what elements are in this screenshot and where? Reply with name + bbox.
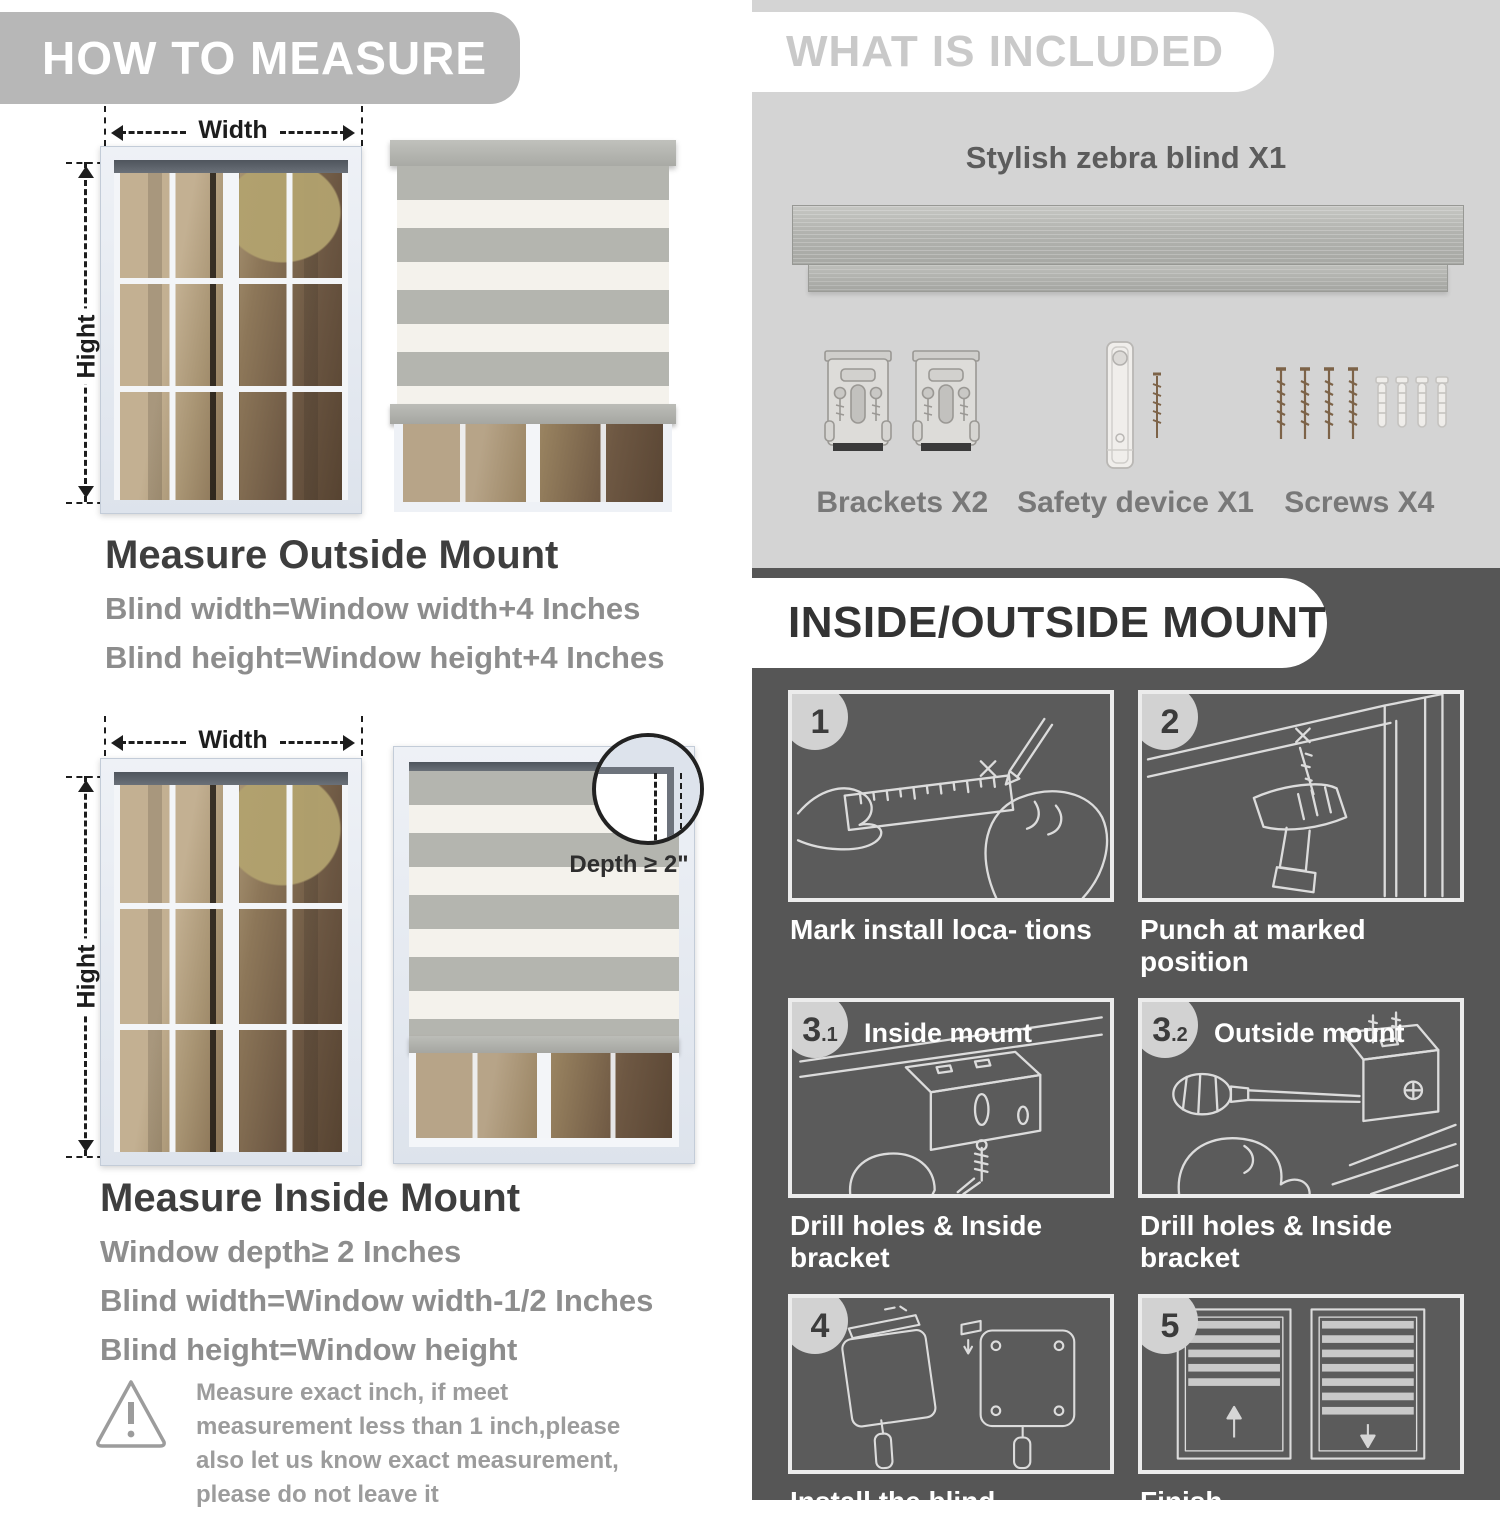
width-arrow bbox=[103, 728, 363, 757]
right-panel bbox=[752, 0, 1500, 1517]
mount-guide-title: INSIDE/OUTSIDE MOUNT bbox=[788, 598, 1327, 647]
window-top-shadow bbox=[114, 160, 348, 173]
step-number-badge: 1 bbox=[788, 690, 848, 750]
window-illustration bbox=[100, 758, 362, 1166]
outside-mount-figure bbox=[58, 118, 718, 518]
step-3-2 bbox=[1138, 998, 1464, 1294]
step-4 bbox=[788, 1294, 1114, 1538]
included-items-row bbox=[788, 338, 1464, 520]
step-number-badge: 5 bbox=[1138, 1294, 1198, 1354]
how-to-measure-title: HOW TO MEASURE bbox=[42, 32, 488, 84]
step-2 bbox=[1138, 690, 1464, 998]
outside-rule-width: Blind width=Window width+4 Inches bbox=[105, 591, 641, 626]
mount-guide-header bbox=[752, 578, 1327, 668]
brackets-label: Brackets X2 bbox=[816, 486, 989, 519]
outside-mount-heading: Measure Outside Mount bbox=[105, 533, 559, 577]
window-peek bbox=[394, 424, 672, 512]
step-3-1-title: Inside mount bbox=[864, 1018, 1032, 1048]
product-title: Stylish zebra blind X1 bbox=[965, 140, 1287, 175]
step-1 bbox=[788, 690, 1114, 998]
step-number-badge: 4 bbox=[788, 1294, 848, 1354]
outside-mount-text bbox=[105, 533, 725, 676]
step-4-caption: Install the blind bbox=[790, 1486, 996, 1517]
height-label: Hight bbox=[68, 309, 105, 385]
step-1-caption: Mark install loca- tions bbox=[790, 914, 1092, 945]
screws-label: Screws X4 bbox=[1284, 486, 1435, 519]
measure-warning bbox=[92, 1376, 672, 1512]
width-arrow bbox=[103, 118, 363, 147]
what-is-included-section bbox=[752, 0, 1500, 568]
arrow-up-icon bbox=[78, 158, 94, 178]
step-number-badge: 2 bbox=[1138, 690, 1198, 750]
step-3-1-panel bbox=[788, 998, 1114, 1198]
screws-icon bbox=[1264, 338, 1454, 474]
depth-detail-circle bbox=[592, 733, 704, 845]
what-is-included-title: WHAT IS INCLUDED bbox=[786, 27, 1225, 76]
width-label: Width bbox=[198, 116, 268, 144]
window-photo bbox=[114, 173, 348, 500]
included-item-safety-device bbox=[1017, 338, 1255, 520]
depth-label: Depth ≥ 2" bbox=[569, 851, 689, 878]
step-number-badge: 3 .2 bbox=[1138, 998, 1198, 1058]
included-item-screws bbox=[1255, 338, 1464, 520]
height-label: Hight bbox=[68, 939, 105, 1015]
step-5-caption: Finish bbox=[1140, 1486, 1223, 1517]
mount-steps-grid bbox=[788, 690, 1464, 1538]
warning-triangle-icon bbox=[92, 1376, 170, 1450]
mount-guide-section bbox=[752, 568, 1500, 1517]
inside-mount-text bbox=[100, 1176, 740, 1368]
width-label: Width bbox=[198, 726, 268, 754]
outside-blind-illustration bbox=[390, 140, 676, 512]
inside-mount-heading: Measure Inside Mount bbox=[100, 1176, 521, 1220]
zebra-stripes bbox=[397, 166, 669, 404]
inside-rule-width: Blind width=Window width-1/2 Inches bbox=[100, 1283, 654, 1318]
blind-bottom-rail bbox=[390, 404, 676, 424]
zebra-blind-headrail-lip bbox=[808, 265, 1448, 292]
outside-rule-height: Blind height=Window height+4 Inches bbox=[105, 640, 665, 675]
step-2-caption: Punch at marked position bbox=[1140, 914, 1366, 977]
step-5-panel bbox=[1138, 1294, 1464, 1474]
window-peek bbox=[409, 1053, 679, 1147]
blind-bottom-rail bbox=[409, 1036, 679, 1053]
what-is-included-header bbox=[752, 12, 1274, 92]
step-1-panel bbox=[788, 690, 1114, 902]
arrow-up-icon bbox=[78, 772, 94, 792]
how-to-measure-header bbox=[0, 12, 520, 104]
inside-rule-height: Blind height=Window height bbox=[100, 1332, 518, 1367]
zebra-blind-headrail-image bbox=[792, 205, 1464, 265]
inside-mount-figure bbox=[58, 728, 738, 1168]
blind-headrail bbox=[390, 140, 676, 166]
inside-blind-illustration bbox=[393, 746, 695, 1164]
warning-text: Measure exact inch, if meet measurement less than 1 inch,please also let us know exact measurement, please do not leave it bbox=[196, 1379, 621, 1509]
bracket-icon bbox=[817, 338, 987, 474]
step-3-1-caption: Drill holes & Inside bracket bbox=[790, 1210, 1043, 1273]
step-3-2-caption: Drill holes & Inside bracket bbox=[1140, 1210, 1393, 1273]
inside-rule-depth: Window depth≥ 2 Inches bbox=[100, 1234, 462, 1269]
step-4-panel bbox=[788, 1294, 1114, 1474]
safety-device-icon bbox=[1081, 338, 1191, 474]
included-item-brackets bbox=[788, 338, 1017, 520]
step-3-1 bbox=[788, 998, 1114, 1294]
step-3-2-panel bbox=[1138, 998, 1464, 1198]
how-to-measure-panel bbox=[0, 0, 752, 1509]
window-illustration bbox=[100, 146, 362, 514]
step-2-panel bbox=[1138, 690, 1464, 902]
step-5 bbox=[1138, 1294, 1464, 1538]
safety-device-label: Safety device X1 bbox=[1017, 486, 1254, 519]
step-3-2-title: Outside mount bbox=[1214, 1018, 1405, 1048]
step-number-badge: 3 .1 bbox=[788, 998, 848, 1058]
window-photo bbox=[114, 785, 348, 1152]
